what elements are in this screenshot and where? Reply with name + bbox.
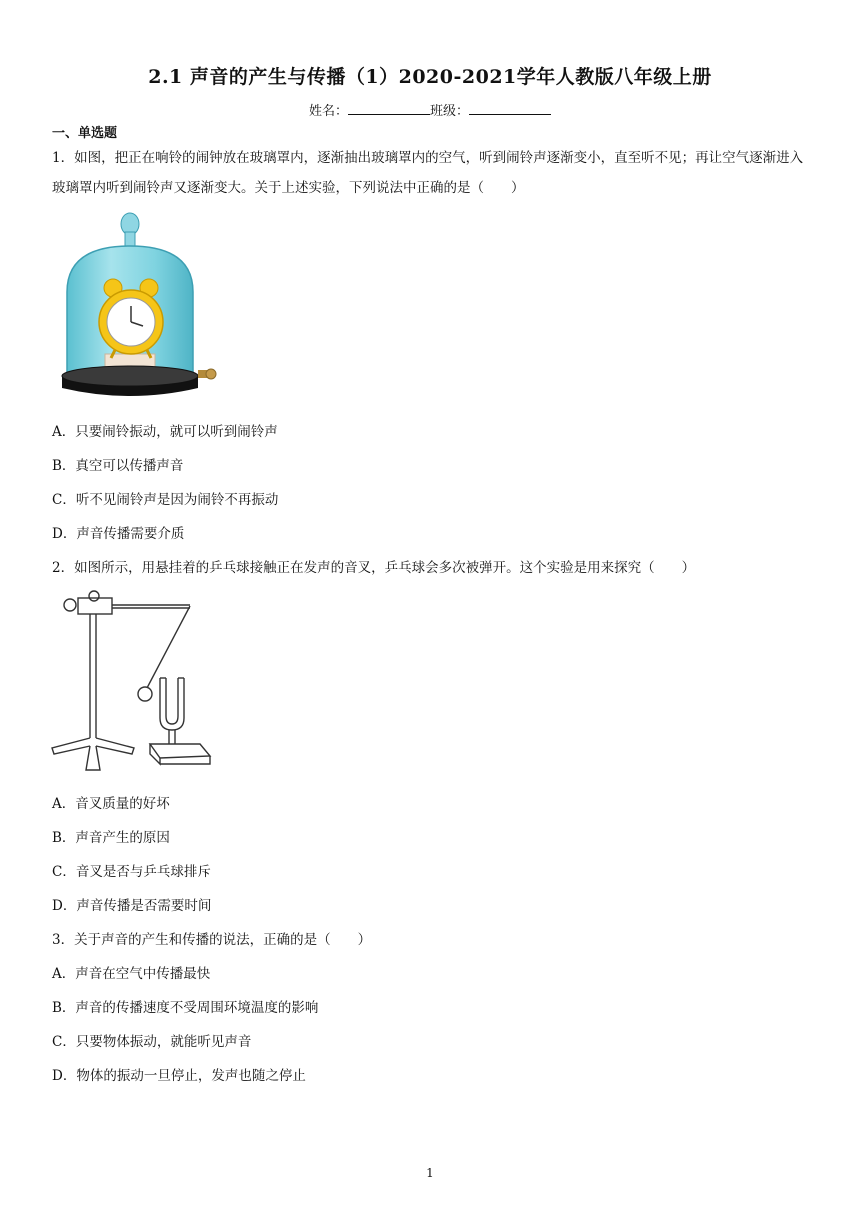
question-3-option-d: D．物体的振动一旦停止，发声也随之停止 [52,1068,306,1084]
bell-jar-alarm-clock-icon [55,212,220,410]
question-3-option-a: A．声音在空气中传播最快 [52,966,211,982]
question-3-option-c: C．只要物体振动，就能听见声音 [52,1034,252,1050]
student-info [0,100,860,119]
page-title: 2.1 声音的产生与传播（1）2020-2021学年人教版八年级上册 [148,66,712,88]
class-label: 班级： [430,104,470,119]
question-1-option-d: D．声音传播需要介质 [52,526,185,542]
name-blank [348,102,430,115]
question-1-option-a: A．只要闹铃振动，就可以听到闹铃声 [52,424,278,440]
question-2-option-b: B．声音产生的原因 [52,830,170,846]
question-3-stem: 3．关于声音的产生和传播的说法，正确的是（ ） [52,932,372,948]
question-2-option-a: A．音叉质量的好坏 [52,796,170,812]
question-2-option-c: C．音叉是否与乒乓球排斥 [52,864,211,880]
section-title: 一、单选题 [52,126,118,141]
tuning-fork-ping-pong-icon [50,588,220,774]
class-blank [469,102,551,115]
question-1-stem: 1．如图，把正在响铃的闹钟放在玻璃罩内，逐渐抽出玻璃罩内的空气，听到闹铃声逐渐变小，直至听不见；再让空气逐渐进入玻璃罩内听到闹铃声又逐渐变大。关于上述实验，下列说法中正确的是（ ） [52,150,804,196]
question-2-option-d: D．声音传播是否需要时间 [52,898,212,914]
page-number: 1 [426,1166,434,1180]
name-label: 姓名： [308,104,348,119]
question-3-option-b: B．声音的传播速度不受周围环境温度的影响 [52,1000,319,1016]
question-1-option-c: C．听不见闹铃声是因为闹铃不再振动 [52,492,279,508]
question-2-stem: 2．如图所示，用悬挂着的乒乓球接触正在发声的音叉，乒乓球会多次被弹开。这个实验是用来探究（ ） [52,560,696,576]
question-1-option-b: B．真空可以传播声音 [52,458,184,474]
